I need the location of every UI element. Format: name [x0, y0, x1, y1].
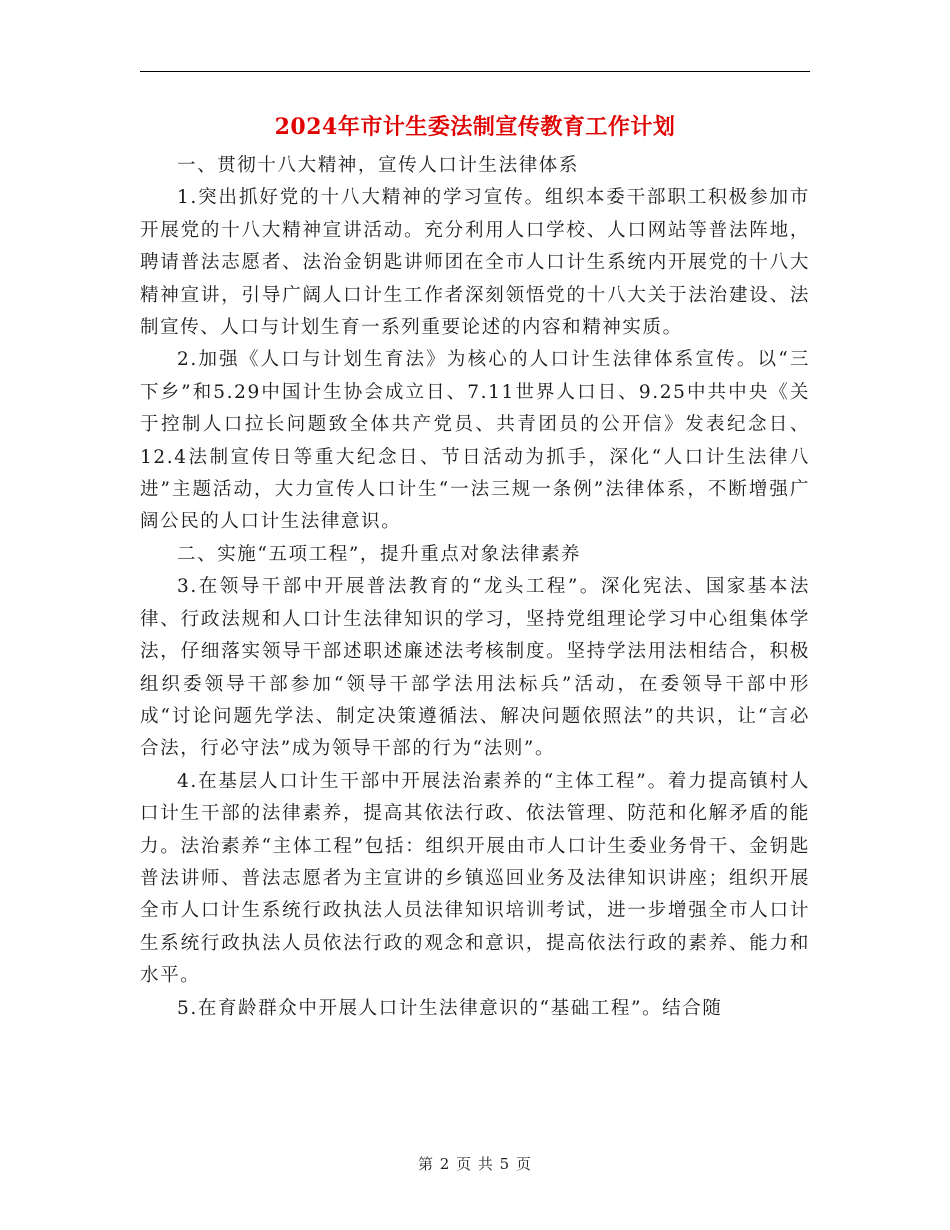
footer-prefix: 第 — [417, 1155, 434, 1173]
page-footer — [140, 1153, 810, 1174]
paragraph-4: 4.在基层人口计生干部中开展法治素养的“主体工程”。着力提高镇村人口计生干部的法律素养，提高其依法行政、依法管理、防范和化解矛盾的能力。法治素养“主体工程”包括：组织开展由市人口计生委业务骨干、金钥匙普法讲师、普法志愿者为主宣讲的乡镇巡回业务及法律知识讲座；组织开展全市人口计生系统行政执法人员法律知识培训考试，进一步增强全市人口计生系统行政执法人员依法行政的观念和意识，提高依法行政的素养、能力和水平。 — [140, 770, 810, 987]
footer-suffix: 页 — [516, 1155, 533, 1173]
paragraph-1: 1.突出抓好党的十八大精神的学习宣传。组织本委干部职工积极参加市开展党的十八大精神宣讲活动。充分利用人口学校、人口网站等普法阵地，聘请普法志愿者、法治金钥匙讲师团在全市人口计生系统内开展党的十八大精神宣讲，引导广阔人口计生工作者深刻领悟党的十八大关于法治建设、法制宣传、人口与计划生育一系列重要论述的内容和精神实质。 — [140, 187, 810, 339]
paragraph-2: 2.加强《人口与计划生育法》为核心的人口计生法律体系宣传。以“三下乡”和5.29中国计生协会成立日、7.11世界人口日、9.25中共中央《关于控制人口拉长问题致全体共产党员、共青团员的公开信》发表纪念日、12.4法制宣传日等重大纪念日、节日活动为抓手，深化“人口计生法律八进”主题活动，大力宣传人口计生“一法三规一条例”法律体系，不断增强广阔公民的人口计生法律意识。 — [140, 349, 810, 533]
document-title: 2024年市计生委法制宣传教育工作计划 — [274, 114, 676, 140]
section-heading-1: 一、贯彻十八大精神，宣传人口计生法律体系 — [177, 155, 580, 176]
section-heading-2: 二、实施“五项工程”，提升重点对象法律素养 — [177, 543, 582, 565]
footer-current-page: 2 — [439, 1155, 451, 1173]
footer-middle: 页 共 — [456, 1155, 494, 1173]
document-body — [140, 150, 810, 1025]
paragraph-3: 3.在领导干部中开展普法教育的“龙头工程”。深化宪法、国家基本法律、行政法规和人口计生法律知识的学习，坚持党组理论学习中心组集体学法，仔细落实领导干部述职述廉述法考核制度。坚持学法用法相结合，积极组织委领导干部参加“领导干部学法用法标兵”活动，在委领导干部中形成“讨论问题先学法、制定决策遵循法、解决问题依照法”的共识，让“言必合法，行必守法”成为领导干部的行为“法则”。 — [140, 576, 810, 760]
paragraph-5: 5.在育龄群众中开展人口计生法律意识的“基础工程”。结合随 — [177, 997, 723, 1019]
footer-total-pages: 5 — [499, 1155, 511, 1173]
header-rule — [140, 71, 810, 72]
